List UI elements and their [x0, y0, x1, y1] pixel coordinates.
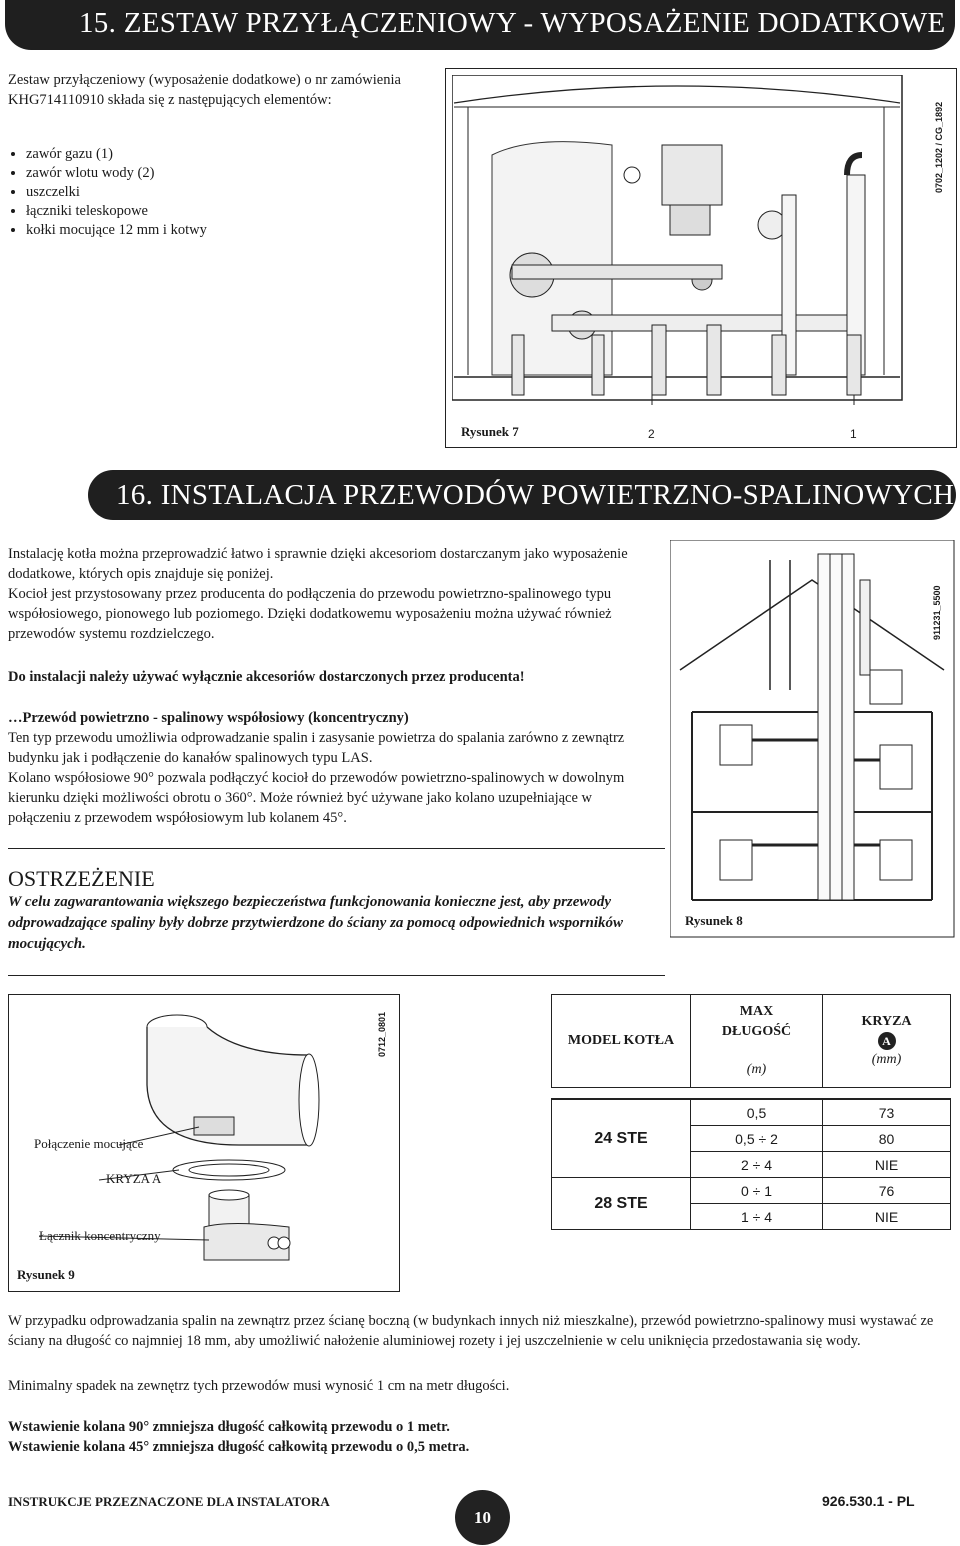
list-item: • łączniki teleskopowe — [26, 202, 406, 221]
list-item: • zawór wlotu wody (2) — [26, 164, 406, 183]
table-cell: NIE — [823, 1204, 951, 1230]
figure-8-code: 911231_5500 — [932, 585, 942, 640]
list-item: • uszczelki — [26, 183, 406, 202]
figure-9 — [8, 994, 400, 1292]
accessory-list — [8, 145, 406, 240]
section-16-paragraph-2: Kocioł jest przystosowany przez producenta do podłączenia do przewodu powietrzno-spalinowego typu współosiowego, pionowego lub poziomego. Dzięki dodatkowemu wyposażeniu można używać również przewodów systemu rozdzielczego. — [8, 586, 612, 642]
label-kryza: KRYZA A — [106, 1171, 162, 1186]
figure-9-code: 0712_0801 — [377, 1011, 387, 1057]
header-model: MODEL KOTŁA — [552, 995, 691, 1088]
table-cell: 2 ÷ 4 — [691, 1152, 823, 1178]
divider — [8, 848, 665, 849]
building-flue-drawing — [670, 540, 955, 938]
section-16-title: 16. INSTALACJA PRZEWODÓW POWIETRZNO-SPALINOWYCH — [116, 479, 955, 511]
section-15-banner — [5, 0, 955, 50]
model-24ste: 24 STE — [552, 1099, 691, 1178]
warning-title: OSTRZEŻENIE — [8, 866, 155, 891]
footer-left: INSTRUKCJE PRZEZNACZONE DLA INSTALATORA — [8, 1494, 330, 1509]
section-15-title: 15. ZESTAW PRZYŁĄCZENIOWY - WYPOSAŻENIE DODATKOWE — [79, 7, 946, 39]
table-cell: 80 — [823, 1126, 951, 1152]
figure-7-label-1: 1 — [850, 427, 857, 441]
section-15-intro: Zestaw przyłączeniowy (wyposażenie dodatkowe) o nr zamówienia KHG714110910 składa się z następujących elementów: — [8, 72, 401, 108]
figure-7-label-2: 2 — [648, 427, 655, 441]
section-16-banner — [88, 470, 956, 520]
figure-7-caption: Rysunek 7 — [461, 424, 519, 439]
list-item: • zawór gazu (1) — [26, 145, 406, 164]
label-lacznik: Łącznik koncentryczny — [39, 1228, 161, 1243]
page-number: 10 — [455, 1490, 510, 1545]
table-cell: 0 ÷ 1 — [691, 1178, 823, 1204]
figure-9-caption: Rysunek 9 — [17, 1267, 75, 1282]
table-cell: 1 ÷ 4 — [691, 1204, 823, 1230]
coaxial-title: …Przewód powietrzno - spalinowy współosiowy (koncentryczny) — [8, 710, 409, 726]
flue-length-table — [551, 994, 951, 1230]
header-kryza: KRYZA A (mm) — [823, 995, 951, 1088]
figure-7-code: 0702_1202 / CG_1892 — [934, 101, 944, 193]
model-28ste: 28 STE — [552, 1178, 691, 1230]
warning-text: W celu zagwarantowania większego bezpieczeństwa funkcjonowania konieczne jest, aby przewody odprowadzające spaliny były dobrze przytwierdzone do ściany za pomocą odpowiednich wsporników mocujących. — [8, 894, 624, 952]
accessories-warning: Do instalacji należy używać wyłącznie akcesoriów dostarczonych przez producenta! — [8, 669, 525, 685]
bottom-paragraph-1: W przypadku odprowadzania spalin na zewnątrz przez ścianę boczną (w budynkach innych niż mieszkalne), przewód powietrzno-spalinowy musi wystawać ze ściany na długość co najmniej 18 mm, aby umożliwić nałożenie aluminiowej rozety i jej uszczelnienie w celu uniknięcia przedostawania się wody. — [8, 1313, 934, 1349]
header-length: MAX DŁUGOŚĆ (m) — [691, 995, 823, 1088]
bottom-paragraph-2: Minimalny spadek na zewnętrz tych przewodów musi wynosić 1 cm na metr długości. — [8, 1378, 510, 1394]
bottom-bold-2: Wstawienie kolana 45° zmniejsza długość całkowitą przewodu o 0,5 metra. — [8, 1439, 470, 1455]
table-cell: 76 — [823, 1178, 951, 1204]
table-cell: 73 — [823, 1099, 951, 1126]
list-item: • kołki mocujące 12 mm i kotwy — [26, 221, 406, 240]
table-cell: NIE — [823, 1152, 951, 1178]
coaxial-text-1: Ten typ przewodu umożliwia odprowadzanie spalin i zasysanie powietrza do spalania zarówno z zewnątrz budynku jak i podłączenie do kanałów spalinowych typu LAS. — [8, 730, 625, 766]
footer-right: 926.530.1 - PL — [822, 1493, 915, 1509]
label-connection: Połączenie mocujące — [34, 1136, 144, 1151]
table-cell: 0,5 ÷ 2 — [691, 1126, 823, 1152]
table-cell: 0,5 — [691, 1099, 823, 1126]
figure-8-caption: Rysunek 8 — [685, 913, 743, 928]
boiler-connection-drawing — [452, 75, 922, 405]
figure-7 — [445, 68, 957, 448]
figure-8 — [670, 540, 955, 938]
section-16-paragraph-1: Instalację kotła można przeprowadzić łatwo i sprawnie dzięki akcesoriom dostarczanym jako wyposażenie dodatkowe, których opis znajduje się poniżej. — [8, 546, 628, 582]
coaxial-text-2: Kolano współosiowe 90° pozwala podłączyć kocioł do przewodów powietrzno-spalinowych w dowolnym kierunku dzięki możliwości obrotu o 360°. Może również być używane jako kolano uzupełniające w połączeniu z przewodem współosiowym lub kolanem 45°. — [8, 770, 625, 826]
bottom-bold-1: Wstawienie kolana 90° zmniejsza długość całkowitą przewodu o 1 metr. — [8, 1419, 450, 1435]
divider — [8, 975, 665, 976]
